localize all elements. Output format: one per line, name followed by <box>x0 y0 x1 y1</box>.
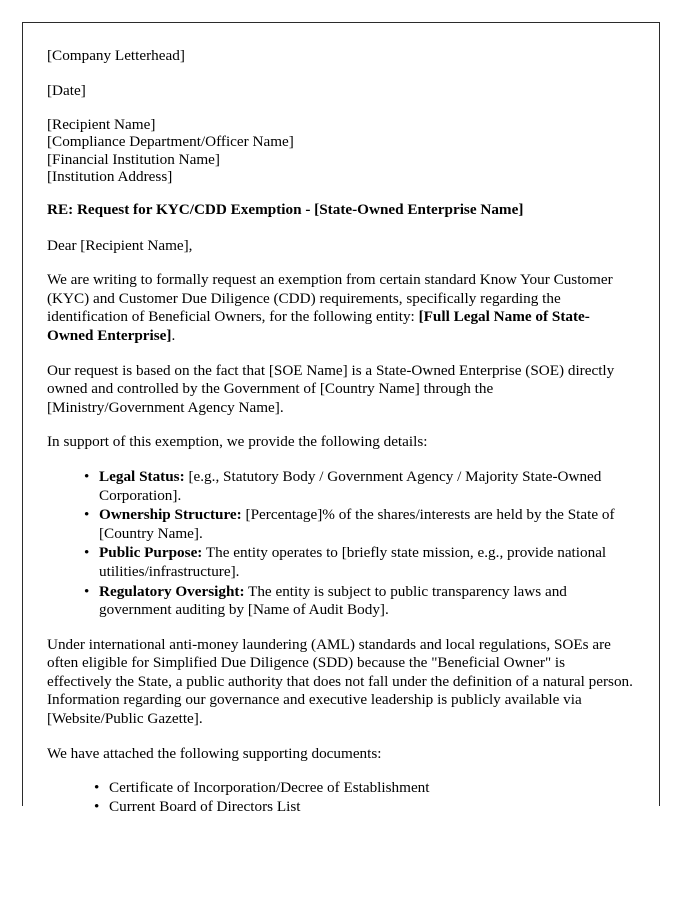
salutation: Dear [Recipient Name], <box>47 236 193 254</box>
detail-label: Legal Status: <box>99 467 185 485</box>
bullet-icon: • <box>84 506 90 524</box>
detail-label: Ownership Structure: <box>99 506 242 524</box>
list-item <box>94 779 633 798</box>
document-page <box>22 22 660 815</box>
detail-text: [e.g., Statutory Body / Government Agency / Majority State-Owned Corporation]. <box>99 467 602 504</box>
entity-legal-name: [Full Legal Name of State-Owned Enterprise] <box>47 308 590 344</box>
recipient-name: [Recipient Name] <box>47 116 156 134</box>
list-item <box>84 582 633 620</box>
detail-text: The entity operates to [briefly state mission, e.g., provide national utilities/infrastructure]. <box>99 544 607 580</box>
recipient-institution: [Financial Institution Name] <box>47 150 220 168</box>
recipient-department: [Compliance Department/Officer Name] <box>47 133 294 151</box>
list-item <box>84 544 633 581</box>
detail-text: [Percentage]% of the shares/interests are held by the State of [Country Name]. <box>99 506 615 542</box>
date-placeholder <box>47 82 633 101</box>
attachment-text: Current Board of Directors List <box>109 797 301 815</box>
detail-label: Regulatory Oversight: <box>99 582 245 600</box>
list-item <box>84 467 633 505</box>
aml-paragraph: Under international anti-money laundering (AML) standards and local regulations, SOEs are often eligible for Simplified Due Diligence (SDD) because the "Beneficial Owner" is effectively the State, a public authority that does not fall under the definition of a natural person. Information regarding our governance and executive leadership is publicly available via [Website/Public Gazette]. <box>47 635 633 728</box>
list-item <box>84 506 633 543</box>
letterhead-placeholder <box>47 47 633 66</box>
recipient-address: [Institution Address] <box>47 167 173 185</box>
attachments-intro: We have attached the following supporting documents: <box>47 744 382 762</box>
details-intro: In support of this exemption, we provide the following details: <box>47 433 428 451</box>
opening-paragraph-tail: . <box>171 326 176 344</box>
opening-paragraph-lead: We are writing to formally request an exemption from certain standard Know Your Customer (KYC) and Customer Due Diligence (CDD) requirements, specifically regarding the identification of Beneficial Owners, for the following entity: <box>47 271 613 326</box>
subject-line: RE: Request for KYC/CDD Exemption - [State-Owned Enterprise Name] <box>47 201 524 218</box>
bullet-icon: • <box>94 779 100 797</box>
recipient-address-block <box>47 116 633 185</box>
opening-paragraph <box>47 271 633 345</box>
attachments-list <box>47 779 633 816</box>
letterhead-text: [Company Letterhead] <box>47 47 185 64</box>
date-text: [Date] <box>47 81 86 99</box>
exemption-details-list <box>47 468 633 620</box>
attachment-text: Certificate of Incorporation/Decree of Establishment <box>109 779 430 797</box>
bullet-icon: • <box>84 544 90 562</box>
basis-paragraph: Our request is based on the fact that [SOE Name] is a State-Owned Enterprise (SOE) directly owned and controlled by the Government of [Country Name] through the [Ministry/Government Agency Name]. <box>47 361 615 416</box>
detail-text: The entity is subject to public transparency laws and government auditing by [Name of Audit Body]. <box>99 582 567 619</box>
bullet-icon: • <box>84 582 90 600</box>
bullet-icon: • <box>84 467 90 485</box>
detail-label: Public Purpose: <box>99 544 203 562</box>
list-item <box>94 797 633 817</box>
bullet-icon: • <box>94 797 100 815</box>
letter-body <box>23 23 659 816</box>
